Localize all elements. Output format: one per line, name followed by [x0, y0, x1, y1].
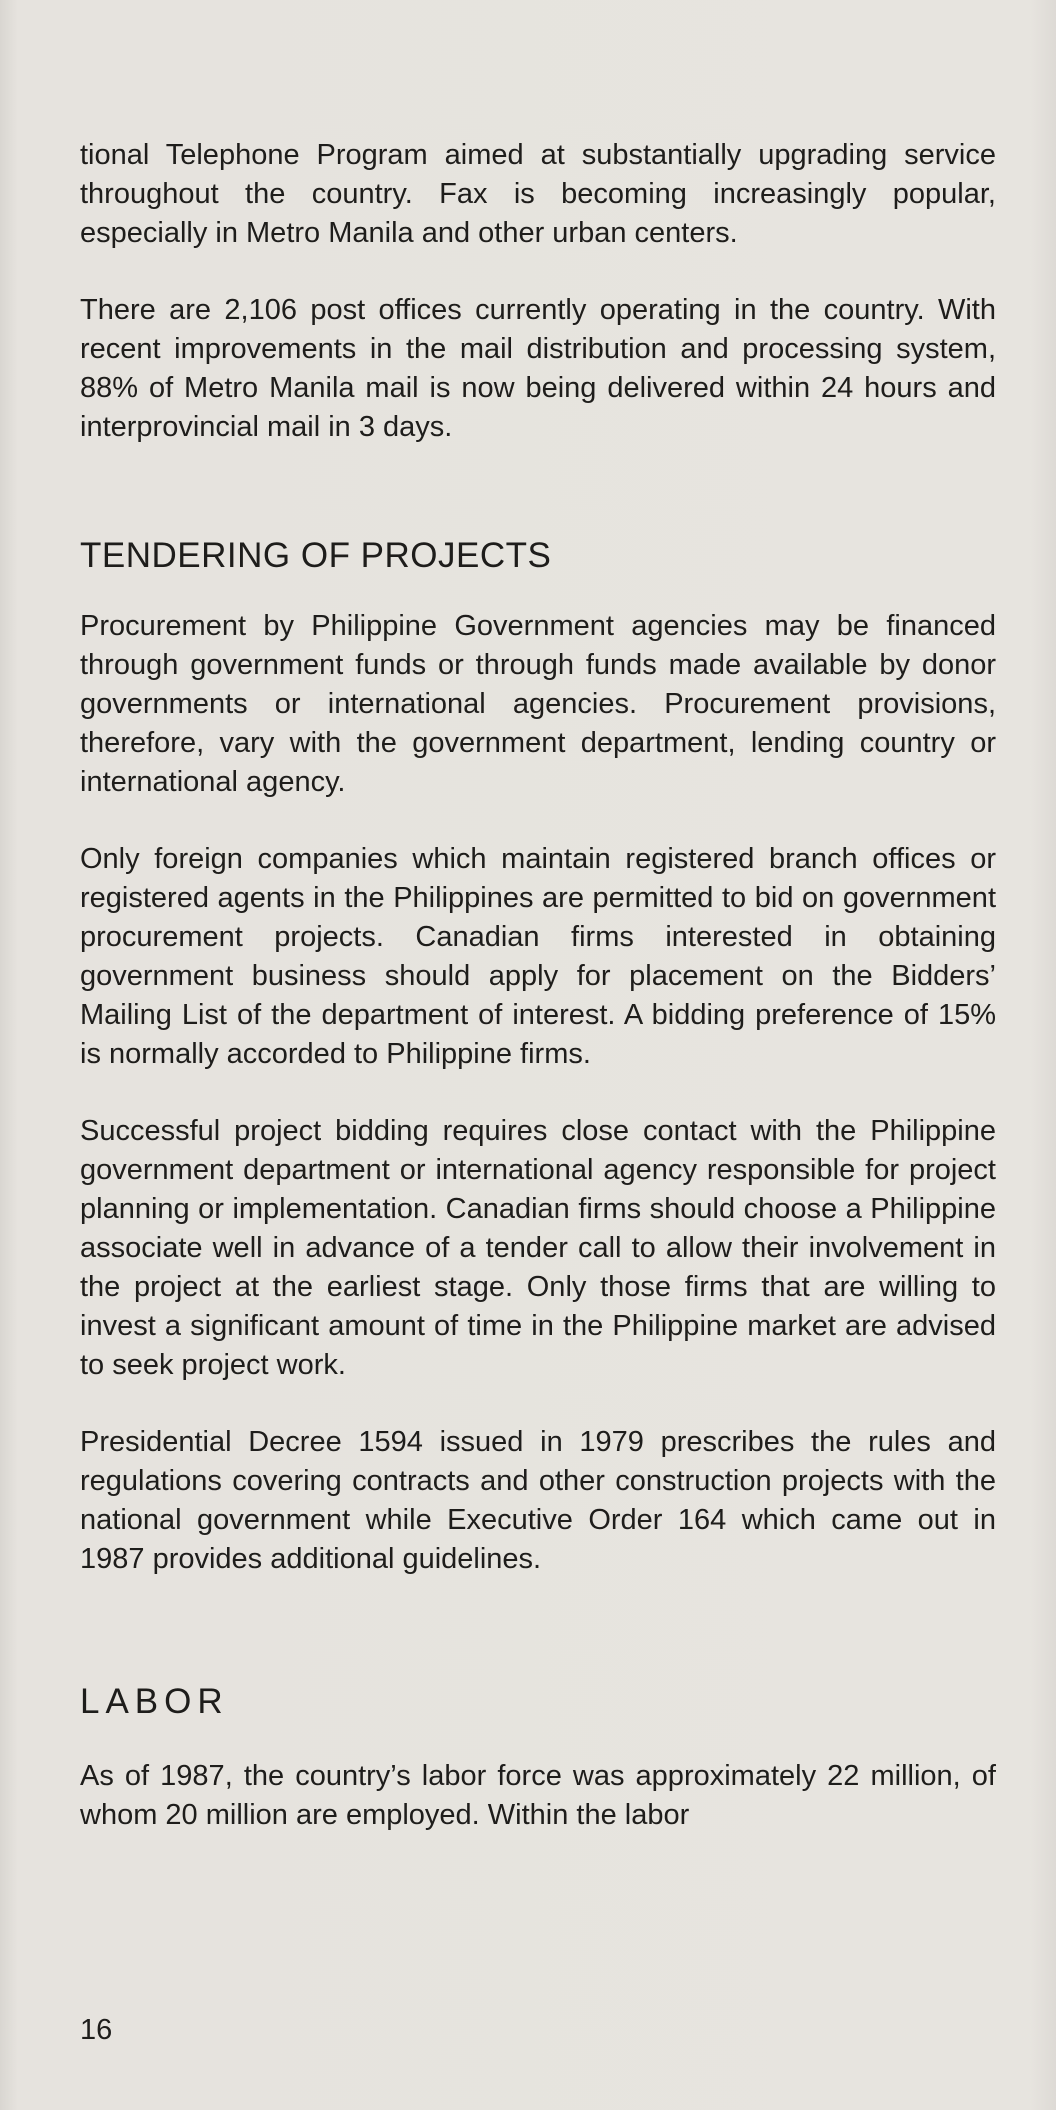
paragraph-foreign-companies: Only foreign companies which maintain registered branch offices or registered agents in the Philippines are permitted to bid on government procurement projects. Canadian firms interested in obtaining government business should apply for placement on the Bidders’ Mailing List of the department of interest. A bidding preference of 15% is normally accorded to Philippine firms. [80, 843, 996, 1070]
section-heading-labor: LABOR [80, 1682, 229, 1721]
paragraph-telephone-fax: tional Telephone Program aimed at substantially upgrading service throughout the country. Fax is becoming increasingly popular, especially in Metro Manila and other urban centers. [80, 139, 996, 249]
page-number: 16 [80, 2014, 113, 2046]
paragraph-post-offices: There are 2,106 post offices currently operating in the country. With recent improvements in the mail distribution and processing system, 88% of Metro Manila mail is now being delivered within 24 hours and interprovincial mail in 3 days. [80, 294, 996, 443]
paragraph-successful-bidding: Successful project bidding requires close contact with the Philippine government department or international agency responsible for project planning or implementation. Canadian firms should choose a Philippine associate well in advance of a tender call to allow their involvement in the project at the earliest stage. Only those firms that are willing to invest a significant amount of time in the Philippine market are advised to seek project work. [80, 1115, 996, 1381]
paragraph-procurement: Procurement by Philippine Government agencies may be financed through government funds or through funds made available by donor governments or international agencies. Procurement provisions, therefore, vary with the government department, lending country or international agency. [80, 610, 996, 798]
section-heading-tendering: TENDERING OF PROJECTS [80, 536, 552, 575]
paragraph-presidential-decree: Presidential Decree 1594 issued in 1979 prescribes the rules and regulations covering contracts and other construction projects with the national government while Executive Order 164 which came out in 1987 provides additional guidelines. [80, 1426, 996, 1575]
page-body [80, 136, 996, 1835]
paragraph-labor-force: As of 1987, the country’s labor force was approximately 22 million, of whom 20 million are employed. Within the labor [80, 1760, 996, 1831]
